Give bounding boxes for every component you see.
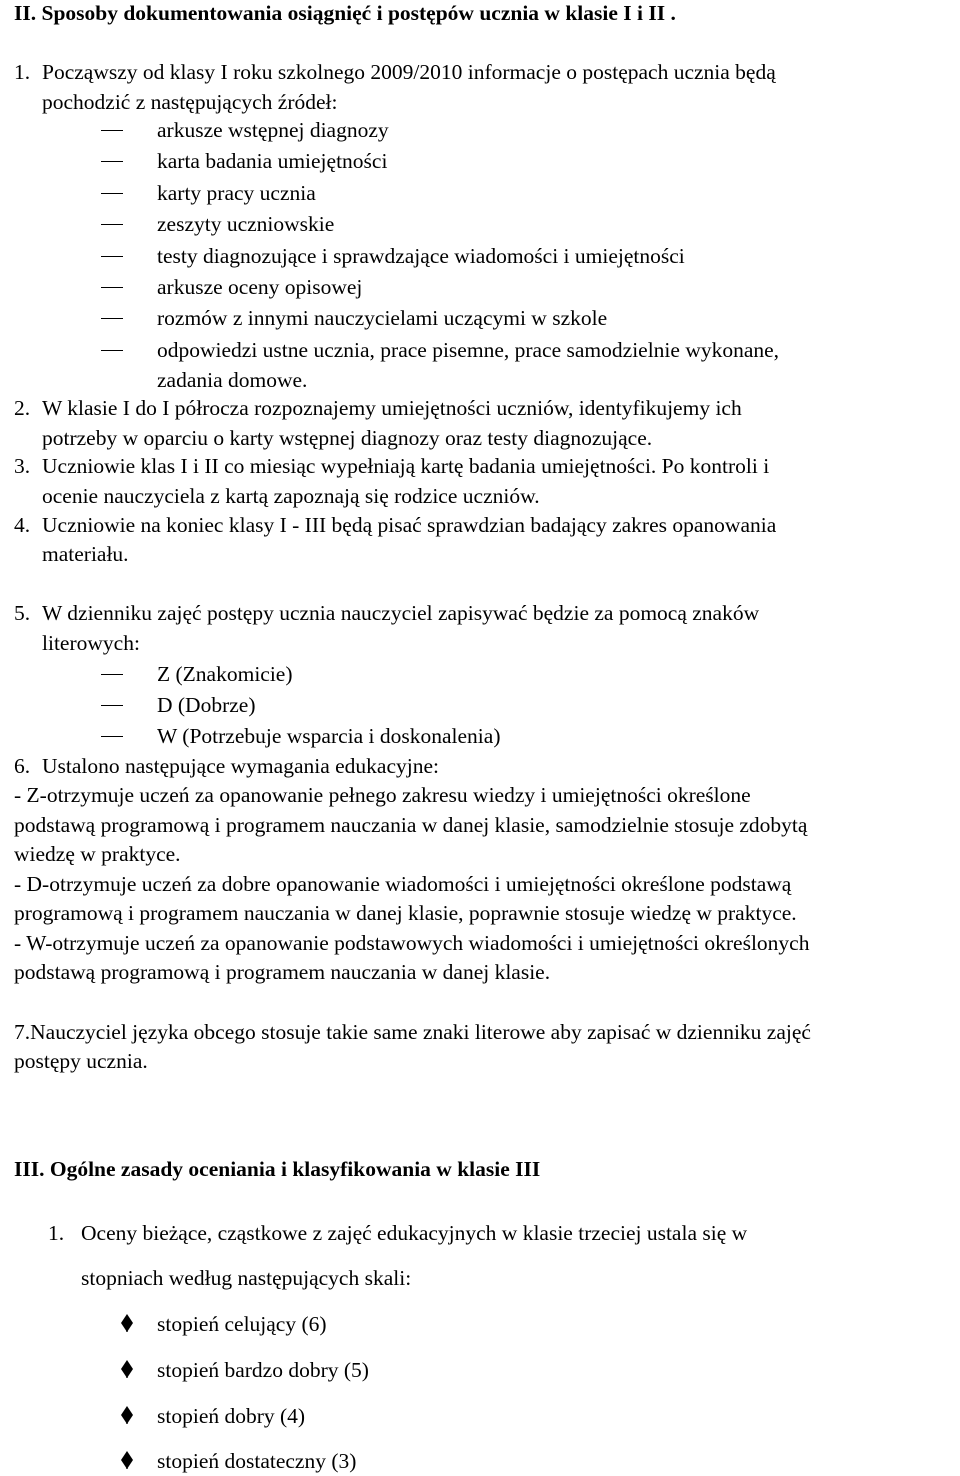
paragraph-text: materiału. — [42, 542, 129, 566]
dash-icon — [101, 350, 123, 351]
list-item: karta badania umiejętności — [157, 149, 388, 174]
section-heading: II. Sposoby dokumentowania osiągnięć i postępów ucznia w klasie I i II . — [14, 1, 676, 25]
list-item: arkusze wstępnej diagnozy — [157, 118, 389, 142]
requirement-line: podstawą programową i programem nauczania w danej klasie. — [14, 960, 551, 984]
paragraph-number: 6. — [14, 754, 31, 778]
paragraph-number: 5. — [14, 601, 31, 625]
paragraph-text: literowych: — [42, 631, 140, 655]
list-item: D (Dobrze) — [157, 693, 256, 717]
section-heading: III. Ogólne zasady oceniania i klasyfikowania w klasie III — [14, 1157, 541, 1181]
list-item: arkusze oceny opisowej — [157, 275, 363, 299]
list-item: stopień dobry (4) — [157, 1403, 306, 1428]
requirement-line: - D-otrzymuje uczeń za dobre opanowanie wiadomości i umiejętności określone podstawą — [14, 871, 792, 896]
paragraph-text: postępy ucznia. — [14, 1049, 148, 1073]
list-item: zeszyty uczniowskie — [157, 212, 335, 237]
paragraph-text: potrzeby w oparciu o karty wstępnej diagnozy oraz testy diagnozujące. — [42, 426, 653, 450]
dash-icon — [101, 318, 123, 319]
paragraph-text: 7.Nauczyciel języka obcego stosuje takie same znaki literowe aby zapisać w dzienniku zajęć — [14, 1020, 811, 1044]
diamond-bullet-icon — [121, 1451, 133, 1469]
paragraph-text: Począwszy od klasy I roku szkolnego 2009/2010 informacje o postępach ucznia będą — [42, 60, 776, 84]
list-item: testy diagnozujące i sprawdzające wiadomości i umiejętności — [157, 243, 685, 268]
list-item: stopień celujący (6) — [157, 1312, 327, 1336]
paragraph-text: Oceny bieżące, cząstkowe z zajęć edukacyjnych w klasie trzeciej ustala się w — [81, 1221, 748, 1245]
requirement-line: programową i programem nauczania w danej klasie, poprawnie stosuje wiedzę w praktyce. — [14, 901, 797, 925]
requirement-line: podstawą programową i programem nauczania w danej klasie, samodzielnie stosuje zdobytą — [14, 812, 808, 837]
paragraph-text: W klasie I do I półrocza rozpoznajemy umiejętności uczniów, identyfikujemy ich — [42, 396, 742, 420]
paragraph-number: 1. — [48, 1221, 65, 1245]
paragraph-text: W dzienniku zajęć postępy ucznia nauczyciel zapisywać będzie za pomocą znaków — [42, 601, 760, 625]
dash-icon — [101, 705, 123, 706]
paragraph-number: 2. — [14, 396, 31, 420]
list-item: odpowiedzi ustne ucznia, prace pisemne, prace samodzielnie wykonane, — [157, 337, 780, 362]
dash-icon — [101, 674, 123, 675]
dash-icon — [101, 193, 123, 194]
dash-icon — [101, 224, 123, 225]
list-item: Z (Znakomicie) — [157, 662, 293, 686]
paragraph-text: Uczniowie na koniec klasy I - III będą pisać sprawdzian badający zakres opanowania — [42, 513, 777, 537]
list-item: W (Potrzebuje wsparcia i doskonalenia) — [157, 724, 501, 748]
paragraph-text: Uczniowie klas I i II co miesiąc wypełniają kartę badania umiejętności. Po kontroli i — [42, 454, 770, 478]
requirement-line: - W-otrzymuje uczeń za opanowanie podstawowych wiadomości i umiejętności określonych — [14, 930, 810, 955]
list-item: karty pracy ucznia — [157, 180, 316, 205]
diamond-bullet-icon — [121, 1360, 133, 1378]
dash-icon — [101, 287, 123, 288]
dash-icon — [101, 130, 123, 131]
dash-icon — [101, 256, 123, 257]
list-item: stopień bardzo dobry (5) — [157, 1357, 369, 1382]
diamond-bullet-icon — [121, 1314, 133, 1332]
list-item: stopień dostateczny (3) — [157, 1449, 357, 1474]
paragraph-text: pochodzić z następujących źródeł: — [42, 90, 338, 114]
paragraph-text: Ustalono następujące wymagania edukacyjne: — [42, 754, 440, 778]
dash-icon — [101, 736, 123, 737]
requirement-line: wiedzę w praktyce. — [14, 842, 181, 866]
paragraph-number: 1. — [14, 60, 31, 84]
list-item-continuation: zadania domowe. — [157, 368, 308, 392]
diamond-bullet-icon — [121, 1406, 133, 1424]
list-item: rozmów z innymi nauczycielami uczącymi w szkole — [157, 306, 608, 331]
paragraph-text: stopniach według następujących skali: — [81, 1266, 412, 1290]
paragraph-number: 4. — [14, 513, 31, 537]
paragraph-text: ocenie nauczyciela z kartą zapoznają się rodzice uczniów. — [42, 484, 540, 508]
dash-icon — [101, 161, 123, 162]
paragraph-number: 3. — [14, 454, 31, 478]
requirement-line: - Z-otrzymuje uczeń za opanowanie pełnego zakresu wiedzy i umiejętności określone — [14, 783, 751, 807]
